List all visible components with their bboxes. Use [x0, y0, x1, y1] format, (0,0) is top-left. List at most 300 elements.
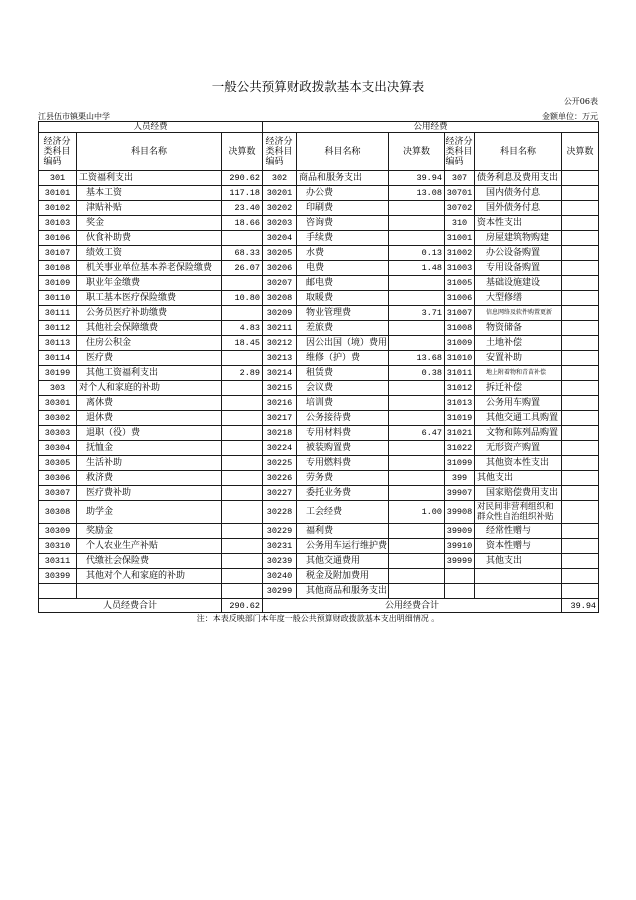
table-body: [39, 171, 599, 599]
amount-cell: [562, 276, 599, 291]
item-name: 债务利息及费用支出: [477, 173, 559, 183]
amount-cell: [222, 231, 263, 246]
item-name-cell: [475, 186, 562, 201]
item-name: 代缴社会保险费: [86, 556, 150, 566]
item-name: 福利费: [306, 526, 334, 536]
item-name: 退休费: [86, 413, 114, 423]
total-row: [39, 599, 599, 613]
item-name-cell: [475, 486, 562, 501]
economic-code-cell: 30301: [39, 396, 77, 411]
economic-code-cell: 30103: [39, 216, 77, 231]
amount-cell: [389, 584, 445, 599]
item-name-cell: [297, 381, 389, 396]
economic-code-cell: 31001: [445, 231, 475, 246]
table-row: [39, 291, 599, 306]
economic-code-cell: 30229: [263, 524, 297, 539]
economic-code-cell: 39909: [445, 524, 475, 539]
item-name: 基本工资: [86, 188, 123, 198]
amount-cell: [562, 201, 599, 216]
economic-code-cell: 31011: [445, 366, 475, 381]
item-name: 其他工资福利支出: [86, 368, 159, 378]
economic-code-cell: 30213: [263, 351, 297, 366]
amount-cell: [562, 441, 599, 456]
item-name-cell: [297, 306, 389, 321]
amount-cell: [222, 456, 263, 471]
amount-column-header: 决算数: [222, 133, 263, 171]
item-name-cell: [77, 539, 222, 554]
form-number: 公开06表: [563, 97, 598, 106]
economic-code-cell: 30209: [263, 306, 297, 321]
economic-code-cell: 30114: [39, 351, 77, 366]
economic-code-cell: 30309: [39, 524, 77, 539]
code-column-label: 经济分类科目编码: [445, 136, 473, 167]
economic-code-cell: 30302: [39, 411, 77, 426]
amount-cell: [222, 584, 263, 599]
table-row: [39, 486, 599, 501]
economic-code-cell: 30399: [39, 569, 77, 584]
amount-cell: [562, 569, 599, 584]
table-row: [39, 321, 599, 336]
amount-cell: [389, 291, 445, 306]
item-name: 公务员医疗补助缴费: [86, 308, 168, 318]
amount-cell: [389, 396, 445, 411]
amount-cell: 0.38: [389, 366, 445, 381]
amount-cell: [562, 396, 599, 411]
item-name: 津贴补贴: [86, 203, 123, 213]
item-name: 大型修缮: [486, 293, 523, 303]
amount-cell: 10.80: [222, 291, 263, 306]
economic-code-cell: 30106: [39, 231, 77, 246]
amount-cell: [222, 539, 263, 554]
code-column-header: [445, 133, 475, 171]
amount-cell: 4.83: [222, 321, 263, 336]
item-name: 办公设备购置: [486, 248, 541, 258]
item-name-cell: [77, 426, 222, 441]
item-name-cell: [475, 381, 562, 396]
item-name: 专用材料费: [306, 428, 352, 438]
economic-code-cell: 30304: [39, 441, 77, 456]
amount-cell: [222, 276, 263, 291]
table-row: [39, 411, 599, 426]
page-title: 一般公共预算财政拨款基本支出决算表: [211, 79, 425, 94]
economic-code-cell: 31009: [445, 336, 475, 351]
amount-cell: [389, 216, 445, 231]
amount-cell: [562, 426, 599, 441]
item-name: 其他对个人和家庭的补助: [86, 571, 186, 581]
item-name: 安置补助: [486, 353, 523, 363]
item-name: 奖金: [86, 218, 105, 228]
item-name-cell: [77, 411, 222, 426]
item-name: 因公出国（境）费用: [306, 338, 388, 348]
item-name: 其他支出: [486, 556, 523, 566]
amount-cell: [389, 539, 445, 554]
column-header-row: [39, 133, 599, 171]
table-row: [39, 396, 599, 411]
item-name-cell: [297, 584, 389, 599]
item-name-cell: [297, 396, 389, 411]
item-name-cell: [77, 366, 222, 381]
economic-code-cell: 30111: [39, 306, 77, 321]
amount-cell: [562, 261, 599, 276]
economic-code-cell: 39907: [445, 486, 475, 501]
table-row: [39, 524, 599, 539]
item-name-cell: [77, 186, 222, 201]
economic-code-cell: 30299: [263, 584, 297, 599]
economic-code-cell: 30224: [263, 441, 297, 456]
item-name: 伙食补助费: [86, 233, 132, 243]
item-name-cell: [77, 351, 222, 366]
economic-code-cell: 30216: [263, 396, 297, 411]
amount-cell: [222, 306, 263, 321]
item-name-cell: [77, 276, 222, 291]
item-name: 资本性赠与: [486, 541, 532, 551]
economic-code-cell: 31099: [445, 456, 475, 471]
personnel-total-label: 人员经费合计: [39, 599, 222, 613]
economic-code-cell: 30113: [39, 336, 77, 351]
table-row: [39, 366, 599, 381]
amount-cell: [389, 276, 445, 291]
economic-code-cell: 31013: [445, 396, 475, 411]
amount-cell: [562, 216, 599, 231]
item-name: 绩效工资: [86, 248, 123, 258]
item-name-cell: [475, 321, 562, 336]
item-name-cell: [475, 231, 562, 246]
code-column-label: 经济分类科目编码: [43, 136, 71, 167]
amount-cell: [562, 486, 599, 501]
item-name-cell: [297, 426, 389, 441]
economic-code-cell: 30226: [263, 471, 297, 486]
item-name-cell: [77, 471, 222, 486]
economic-code-cell: 31019: [445, 411, 475, 426]
personnel-total-amount: 290.62: [222, 599, 263, 613]
item-name: 专用设备购置: [486, 263, 541, 273]
amount-cell: 290.62: [222, 171, 263, 186]
name-column-header: 科目名称: [77, 133, 222, 171]
economic-code-cell: 30205: [263, 246, 297, 261]
economic-code-cell: 30308: [39, 501, 77, 524]
economic-code-cell: 30108: [39, 261, 77, 276]
item-name: 其他资本性支出: [486, 458, 550, 468]
amount-cell: [562, 351, 599, 366]
economic-code-cell: 30107: [39, 246, 77, 261]
code-column-label: 经济分类科目编码: [265, 136, 293, 167]
item-name-cell: [297, 216, 389, 231]
item-name-cell: [297, 486, 389, 501]
item-name: 基础设施建设: [486, 278, 541, 288]
table-row: [39, 554, 599, 569]
section-header-row: [39, 122, 599, 133]
item-name-cell: [77, 554, 222, 569]
item-name-cell: [77, 336, 222, 351]
amount-cell: [389, 554, 445, 569]
item-name: 差旅费: [306, 323, 334, 333]
item-name: 国内债务付息: [486, 188, 541, 198]
item-name: 对个人和家庭的补助: [79, 383, 161, 393]
table-row: [39, 306, 599, 321]
item-name: 土地补偿: [486, 338, 523, 348]
amount-cell: 13.68: [389, 351, 445, 366]
economic-code-cell: 31010: [445, 351, 475, 366]
economic-code-cell: [445, 569, 475, 584]
amount-cell: [562, 539, 599, 554]
table-row: [39, 569, 599, 584]
item-name-cell: [77, 441, 222, 456]
table-row: [39, 501, 599, 524]
item-name-cell: [475, 276, 562, 291]
item-name-cell: [77, 321, 222, 336]
amount-cell: [562, 471, 599, 486]
item-name: 住房公积金: [86, 338, 132, 348]
item-name: 退职（役）费: [86, 428, 141, 438]
item-name-cell: [77, 216, 222, 231]
economic-code-cell: 39910: [445, 539, 475, 554]
item-name: 信息网络及软件购置更新: [486, 309, 553, 316]
amount-cell: [222, 471, 263, 486]
item-name-cell: [77, 291, 222, 306]
item-name-cell: [77, 381, 222, 396]
item-name-cell: [77, 261, 222, 276]
item-name: 手续费: [306, 233, 334, 243]
economic-code-cell: 31021: [445, 426, 475, 441]
amount-cell: 68.33: [222, 246, 263, 261]
economic-code-cell: 30102: [39, 201, 77, 216]
item-name-cell: [475, 411, 562, 426]
item-name: 其他支出: [477, 473, 514, 483]
item-name-cell: [297, 456, 389, 471]
amount-cell: 3.71: [389, 306, 445, 321]
table-row: [39, 261, 599, 276]
item-name-cell: [475, 554, 562, 569]
amount-cell: [222, 501, 263, 524]
table-row: [39, 231, 599, 246]
item-name-cell: [297, 171, 389, 186]
table-row: [39, 584, 599, 599]
table-row: [39, 276, 599, 291]
item-name-cell: [297, 539, 389, 554]
economic-code-cell: 30207: [263, 276, 297, 291]
economic-code-cell: 31003: [445, 261, 475, 276]
item-name-cell: [297, 441, 389, 456]
public-total-label: 公用经费合计: [263, 599, 562, 613]
item-name: 咨询费: [306, 218, 334, 228]
table-row: [39, 456, 599, 471]
amount-cell: 13.08: [389, 186, 445, 201]
economic-code-cell: 30311: [39, 554, 77, 569]
economic-code-cell: 310: [445, 216, 475, 231]
item-name-cell: [297, 336, 389, 351]
economic-code-cell: 30206: [263, 261, 297, 276]
economic-code-cell: 30239: [263, 554, 297, 569]
item-name: 商品和服务支出: [299, 173, 363, 183]
item-name-cell: [77, 396, 222, 411]
economic-code-cell: 31012: [445, 381, 475, 396]
item-name: 机关事业单位基本养老保险缴费: [86, 263, 213, 273]
item-name: 劳务费: [306, 473, 334, 483]
table-note: 注：本表反映部门本年度一般公共预算财政拨款基本支出明细情况 。: [196, 614, 440, 623]
economic-code-cell: 30240: [263, 569, 297, 584]
economic-code-cell: 30218: [263, 426, 297, 441]
economic-code-cell: 30305: [39, 456, 77, 471]
item-name-cell: [297, 261, 389, 276]
table-row: [39, 171, 599, 186]
item-name-cell: [297, 276, 389, 291]
amount-cell: [222, 486, 263, 501]
item-name-cell: [475, 171, 562, 186]
item-name: 抚恤金: [86, 443, 114, 453]
item-name-cell: [475, 336, 562, 351]
item-name: 其他社会保障缴费: [86, 323, 159, 333]
item-name-cell: [77, 246, 222, 261]
economic-code-cell: 301: [39, 171, 77, 186]
item-name-cell: [475, 366, 562, 381]
item-name: 水费: [306, 248, 325, 258]
item-name: 被装购置费: [306, 443, 352, 453]
table-row: [39, 216, 599, 231]
item-name-cell: [77, 584, 222, 599]
item-name: 工资福利支出: [79, 173, 134, 183]
economic-code-cell: 39908: [445, 501, 475, 524]
economic-code-cell: 30101: [39, 186, 77, 201]
item-name-cell: [297, 411, 389, 426]
economic-code-cell: 30225: [263, 456, 297, 471]
amount-cell: [389, 471, 445, 486]
item-name-cell: [475, 291, 562, 306]
item-name: 工会经费: [306, 507, 343, 517]
table-row: [39, 426, 599, 441]
amount-cell: 0.13: [389, 246, 445, 261]
item-name: 医疗费补助: [86, 488, 132, 498]
amount-cell: [562, 554, 599, 569]
item-name: 国家赔偿费用支出: [486, 488, 559, 498]
amount-cell: [562, 584, 599, 599]
economic-code-cell: 307: [445, 171, 475, 186]
economic-code-cell: 31007: [445, 306, 475, 321]
item-name-cell: [475, 261, 562, 276]
item-name: 办公费: [306, 188, 334, 198]
item-name: 其他商品和服务支出: [306, 586, 388, 596]
item-name-cell: [297, 569, 389, 584]
item-name: 文物和陈列品购置: [486, 428, 559, 438]
item-name-cell: [297, 501, 389, 524]
item-name: 物资储备: [486, 323, 523, 333]
item-name: 公务用车运行维护费: [306, 541, 388, 551]
code-column-header: [263, 133, 297, 171]
economic-code-cell: 30217: [263, 411, 297, 426]
amount-cell: [389, 486, 445, 501]
amount-cell: [389, 336, 445, 351]
economic-code-cell: [445, 584, 475, 599]
amount-cell: [222, 396, 263, 411]
economic-code-cell: [39, 584, 77, 599]
amount-cell: [389, 231, 445, 246]
amount-cell: [562, 171, 599, 186]
amount-cell: [222, 554, 263, 569]
amount-cell: [562, 306, 599, 321]
economic-code-cell: 399: [445, 471, 475, 486]
item-name-cell: [475, 246, 562, 261]
item-name-cell: [297, 351, 389, 366]
item-name: 公务用车购置: [486, 398, 541, 408]
amount-column-header: 决算数: [562, 133, 599, 171]
item-name: 职工基本医疗保险缴费: [86, 293, 177, 303]
item-name-cell: [77, 569, 222, 584]
personnel-section-header: 人员经费: [39, 122, 263, 133]
item-name: 维修（护）费: [306, 353, 361, 363]
economic-code-cell: 302: [263, 171, 297, 186]
item-name: 离休费: [86, 398, 114, 408]
amount-cell: [222, 411, 263, 426]
amount-cell: 6.47: [389, 426, 445, 441]
amount-cell: [222, 351, 263, 366]
amount-cell: [562, 336, 599, 351]
unit-name: 江县伍市镇栗山中学: [38, 112, 110, 121]
item-name: 专用燃料费: [306, 458, 352, 468]
table-row: [39, 441, 599, 456]
table-row: [39, 336, 599, 351]
amount-cell: 26.07: [222, 261, 263, 276]
amount-cell: [222, 381, 263, 396]
economic-code-cell: 30702: [445, 201, 475, 216]
item-name: 公务接待费: [306, 413, 352, 423]
economic-code-cell: 30202: [263, 201, 297, 216]
item-name-cell: [475, 539, 562, 554]
item-name-cell: [475, 201, 562, 216]
item-name: 对民间非营利组织和群众性自治组织补贴: [477, 502, 554, 522]
amount-cell: [389, 321, 445, 336]
item-name: 职业年金缴费: [86, 278, 141, 288]
amount-cell: [562, 456, 599, 471]
item-name-cell: [77, 486, 222, 501]
table-row: [39, 246, 599, 261]
code-column-header: [39, 133, 77, 171]
economic-code-cell: 30214: [263, 366, 297, 381]
name-column-header: 科目名称: [475, 133, 562, 171]
item-name-cell: [475, 441, 562, 456]
amount-cell: 2.89: [222, 366, 263, 381]
economic-code-cell: 30112: [39, 321, 77, 336]
economic-code-cell: 30228: [263, 501, 297, 524]
economic-code-cell: 31022: [445, 441, 475, 456]
item-name-cell: [475, 584, 562, 599]
economic-code-cell: 30201: [263, 186, 297, 201]
item-name-cell: [475, 216, 562, 231]
table-row: [39, 539, 599, 554]
item-name-cell: [475, 569, 562, 584]
item-name: 房屋建筑物购建: [486, 233, 550, 243]
economic-code-cell: 30231: [263, 539, 297, 554]
item-name-cell: [475, 306, 562, 321]
budget-table: [38, 121, 599, 613]
item-name: 生活补助: [86, 458, 123, 468]
economic-code-cell: 30701: [445, 186, 475, 201]
amount-cell: [222, 524, 263, 539]
amount-cell: [222, 441, 263, 456]
item-name: 取暖费: [306, 293, 334, 303]
amount-cell: 1.48: [389, 261, 445, 276]
item-name-cell: [297, 524, 389, 539]
economic-code-cell: 39999: [445, 554, 475, 569]
amount-cell: 1.00: [389, 501, 445, 524]
amount-cell: 117.18: [222, 186, 263, 201]
public-section-header: 公用经费: [263, 122, 599, 133]
amount-cell: 39.94: [389, 171, 445, 186]
amount-cell: [389, 441, 445, 456]
item-name: 邮电费: [306, 278, 334, 288]
amount-cell: [562, 366, 599, 381]
item-name-cell: [297, 246, 389, 261]
amount-cell: [562, 231, 599, 246]
amount-cell: [562, 186, 599, 201]
